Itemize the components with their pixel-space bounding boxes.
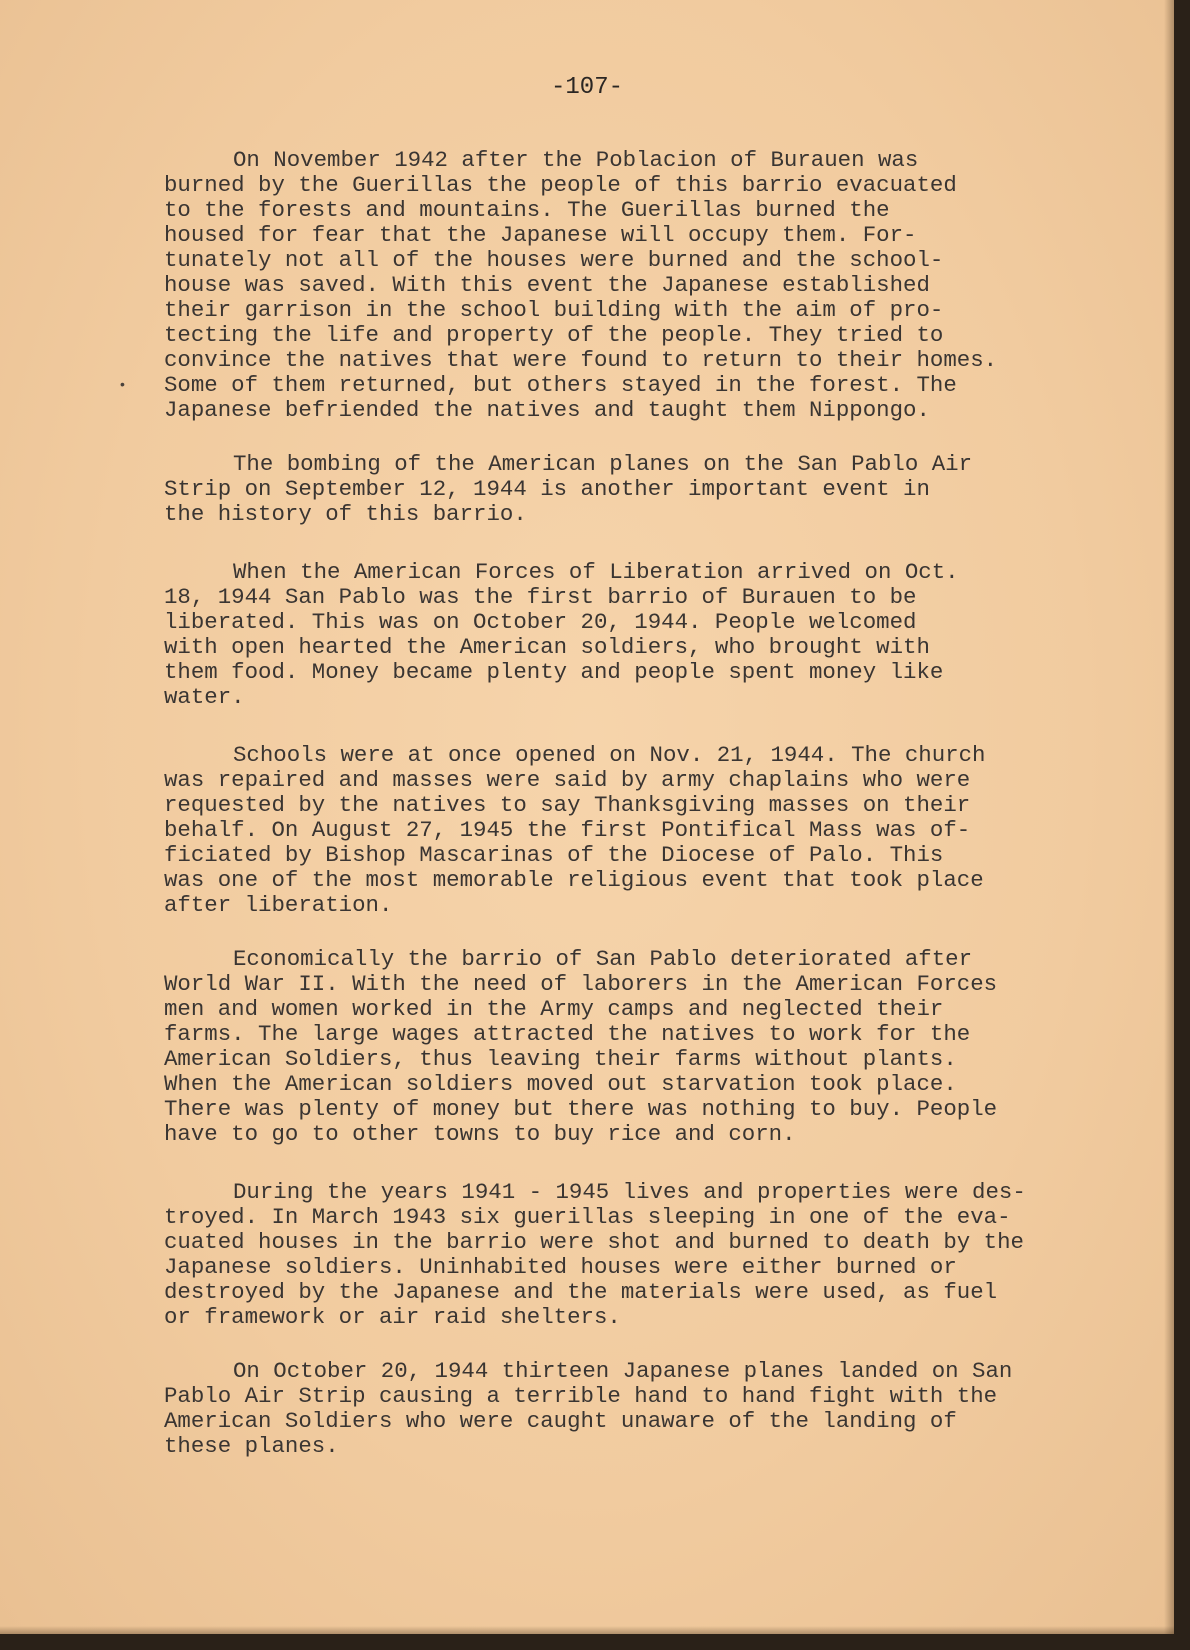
text-line: house was saved. With this event the Japanese established	[164, 272, 930, 298]
text-line: was repaired and masses were said by army chaplains who were	[164, 767, 971, 793]
text-line: American Soldiers, thus leaving their farms without plants.	[164, 1046, 957, 1072]
page-bottom-shadow	[0, 1626, 1174, 1634]
text-line: When the American soldiers moved out starvation took place.	[164, 1071, 957, 1097]
text-line: housed for fear that the Japanese will occupy them. For-	[164, 222, 917, 248]
text-line: When the American Forces of Liberation arrived on Oct.	[233, 559, 959, 585]
text-line: was one of the most memorable religious event that took place	[164, 867, 984, 893]
text-line: During the years 1941 - 1945 lives and properties were des-	[233, 1179, 1026, 1205]
text-line: Japanese befriended the natives and taught them Nippongo.	[164, 397, 930, 423]
text-line: Economically the barrio of San Pablo deteriorated after	[233, 946, 973, 972]
text-line: these planes.	[164, 1433, 339, 1459]
body-text	[164, 148, 1104, 1488]
text-line: with open hearted the American soldiers, who brought with	[164, 634, 930, 660]
text-line: Pablo Air Strip causing a terrible hand to hand fight with the	[164, 1383, 998, 1409]
text-line: the history of this barrio.	[164, 501, 527, 527]
paragraph-1	[164, 148, 1104, 423]
text-line: them food. Money became plenty and people spent money like	[164, 659, 944, 685]
text-line: Some of them returned, but others stayed in the forest. The	[164, 372, 957, 398]
text-line: their garrison in the school building with the aim of pro-	[164, 297, 944, 323]
text-line: destroyed by the Japanese and the materials were used, as fuel	[164, 1279, 998, 1305]
text-line: after liberation.	[164, 892, 393, 918]
text-line: On November 1942 after the Poblacion of Burauen was	[233, 147, 919, 173]
text-line: 18, 1944 San Pablo was the first barrio of Burauen to be	[164, 584, 917, 610]
text-line: tecting the life and property of the people. They tried to	[164, 322, 944, 348]
text-line: have to go to other towns to buy rice and corn.	[164, 1121, 796, 1147]
text-line: men and women worked in the Army camps and neglected their	[164, 996, 944, 1022]
paragraph-2	[164, 452, 1104, 527]
text-line: Schools were at once opened on Nov. 21, 1944. The church	[233, 742, 986, 768]
text-line: On October 20, 1944 thirteen Japanese planes landed on San	[233, 1358, 1013, 1384]
paragraph-4	[164, 743, 1104, 918]
text-line: burned by the Guerillas the people of this barrio evacuated	[164, 172, 957, 198]
text-line: to the forests and mountains. The Guerillas burned the	[164, 197, 890, 223]
margin-mark: •	[120, 376, 125, 392]
text-line: There was plenty of money but there was nothing to buy. People	[164, 1096, 998, 1122]
paragraph-5	[164, 947, 1104, 1147]
text-line: farms. The large wages attracted the natives to work for the	[164, 1021, 971, 1047]
text-line: cuated houses in the barrio were shot and burned to death by the	[164, 1229, 1024, 1255]
text-line: ficiated by Bishop Mascarinas of the Diocese of Palo. This	[164, 842, 944, 868]
text-line: behalf. On August 27, 1945 the first Pontifical Mass was of-	[164, 817, 971, 843]
text-line: American Soldiers who were caught unaware of the landing of	[164, 1408, 957, 1434]
text-line: troyed. In March 1943 six guerillas sleeping in one of the eva-	[164, 1204, 1011, 1230]
text-line: water.	[164, 684, 245, 710]
text-line: The bombing of the American planes on the San Pablo Air	[233, 451, 973, 477]
text-line: requested by the natives to say Thanksgiving masses on their	[164, 792, 971, 818]
page-edge-shadow	[1164, 0, 1174, 1634]
text-line: convince the natives that were found to return to their homes.	[164, 347, 998, 373]
paragraph-3	[164, 560, 1104, 710]
page-number: -107-	[550, 74, 623, 101]
text-line: liberated. This was on October 20, 1944. People welcomed	[164, 609, 917, 635]
text-line: Japanese soldiers. Uninhabited houses were either burned or	[164, 1254, 957, 1280]
text-line: tunately not all of the houses were burned and the school-	[164, 247, 944, 273]
text-line: World War II. With the need of laborers in the American Forces	[164, 971, 998, 997]
paragraph-7	[164, 1359, 1104, 1459]
text-line: or framework or air raid shelters.	[164, 1304, 621, 1330]
text-line: Strip on September 12, 1944 is another important event in	[164, 476, 930, 502]
paragraph-6	[164, 1180, 1104, 1330]
